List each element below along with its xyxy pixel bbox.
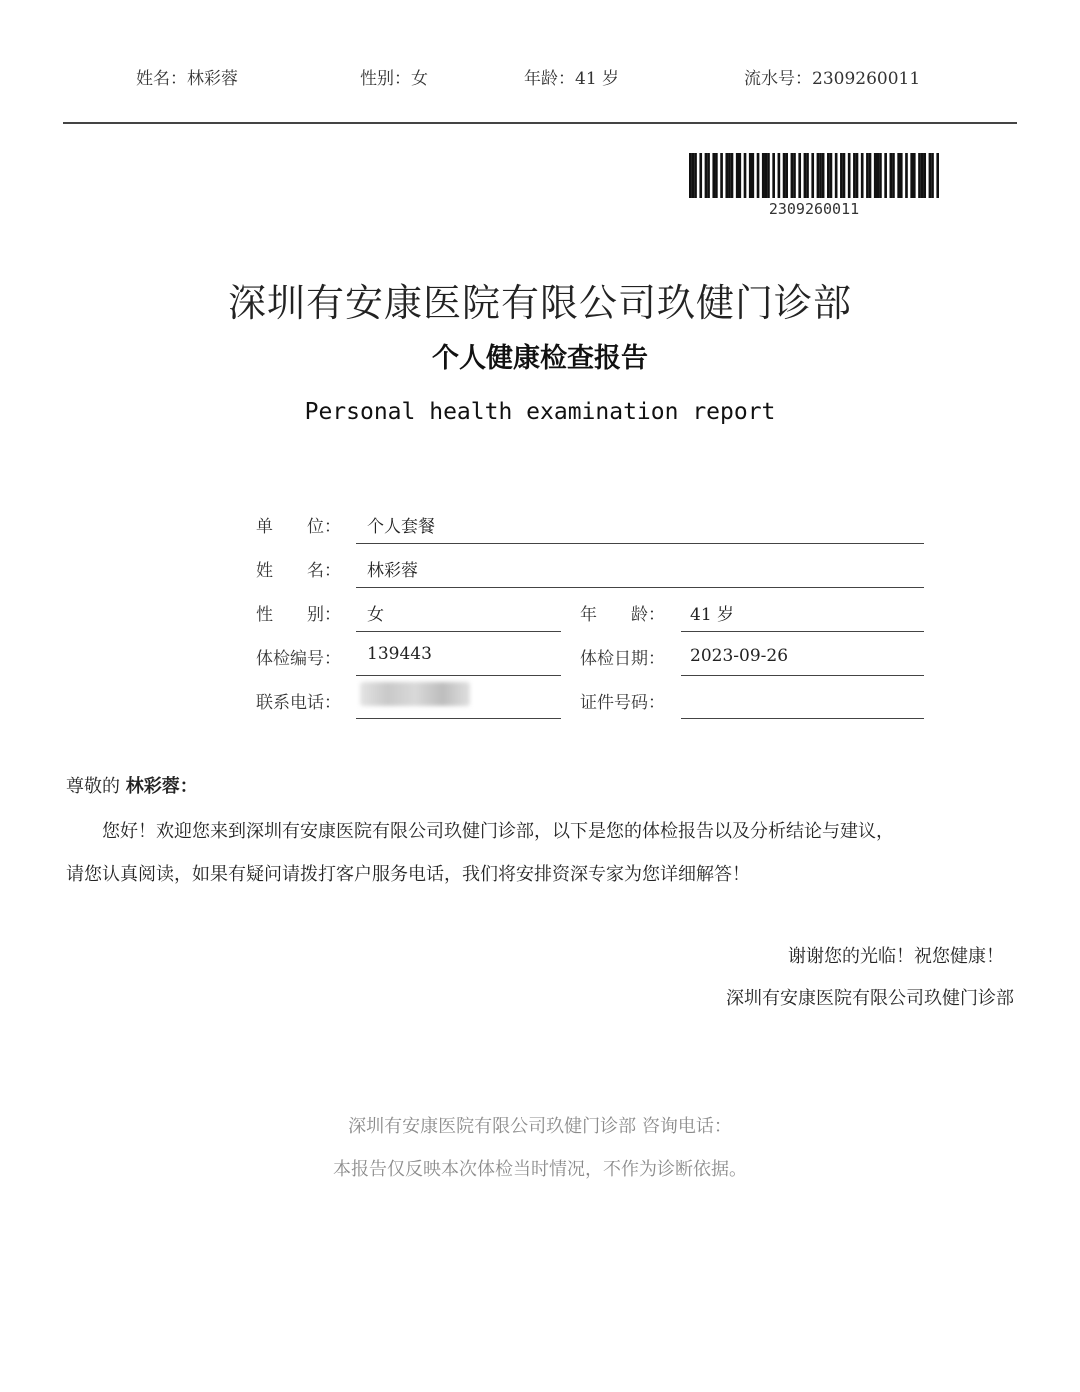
footer-disclaimer: 本报告仅反映本次体检当时情况，不作为诊断依据。 (333, 1159, 747, 1180)
header-age: 年龄：41 岁 (524, 69, 620, 89)
barcode-bar (843, 153, 846, 198)
letter-body (66, 810, 1026, 896)
barcode-bar (767, 153, 770, 198)
barcode-bar (879, 153, 882, 198)
barcode-bar (725, 153, 728, 198)
barcode-bar (712, 153, 715, 198)
institution-title: 深圳有安康医院有限公司玖健门诊部 (227, 281, 852, 325)
barcode-bar (877, 153, 880, 198)
exam-date-label: 体检日期： (580, 649, 665, 669)
gender-value: 女 (367, 605, 384, 625)
barcode-number: 2309260011 (768, 200, 860, 218)
salutation (66, 772, 198, 798)
letter-line-2: 请您认真阅读，如果有疑问请拨打客户服务电话，我们将安排资深专家为您详细解答！ (66, 864, 750, 885)
barcode-bar (720, 153, 723, 198)
id-label: 证件号码： (580, 693, 665, 713)
barcode-bar (861, 153, 864, 198)
barcode-bar (929, 153, 932, 198)
header-gender: 性别：女 (360, 69, 428, 89)
thanks-line: 谢谢您的光临！祝您健康！ (788, 946, 1004, 967)
barcode-bar (931, 153, 934, 198)
barcode-bar (765, 153, 768, 198)
barcode-bar (772, 153, 775, 198)
barcode-bar (692, 153, 695, 198)
name-label: 姓 名： (256, 561, 341, 581)
recipient-name: 林彩蓉： (125, 776, 198, 797)
exam-no-label: 体检编号： (256, 649, 341, 669)
id-underline (681, 718, 924, 719)
name-underline (356, 587, 924, 588)
barcode-bar (822, 153, 825, 198)
barcode-bar (762, 153, 765, 198)
barcode-bar (752, 153, 755, 198)
barcode-bar (699, 153, 702, 198)
barcode-bar (817, 153, 820, 198)
barcode-bar (923, 153, 926, 198)
header-name: 姓名：林彩蓉 (136, 69, 238, 89)
footer-contact: 深圳有安康医院有限公司玖健门诊部 咨询电话： (348, 1116, 732, 1137)
barcode (689, 153, 939, 198)
salutation-prefix: 尊敬的 (66, 776, 120, 797)
header-divider (63, 122, 1017, 124)
barcode-bar (892, 153, 895, 198)
barcode-bar (905, 153, 908, 198)
exam-date-value: 2023-09-26 (690, 646, 789, 666)
unit-label: 单 位： (256, 517, 341, 537)
exam-date-underline (681, 675, 924, 676)
barcode-bar (778, 153, 781, 198)
phone-label: 联系电话： (256, 693, 341, 713)
barcode-bar (921, 153, 924, 198)
barcode-bar (749, 153, 752, 198)
header-serial: 流水号：2309260011 (744, 69, 921, 89)
unit-underline (356, 543, 924, 544)
barcode-bar (900, 153, 903, 198)
barcode-bar (736, 153, 739, 198)
barcode-bar (811, 153, 814, 198)
exam-no-value: 139443 (367, 644, 432, 664)
phone-value-redacted (360, 682, 470, 706)
barcode-bar (897, 153, 900, 198)
barcode-bar (884, 153, 887, 198)
barcode-bar (830, 153, 833, 198)
barcode-bar (835, 153, 838, 198)
report-title-cn: 个人健康检查报告 (432, 343, 648, 374)
barcode-bar (705, 153, 708, 198)
barcode-bar (806, 153, 809, 198)
barcode-bar (918, 153, 921, 198)
barcode-bar (744, 153, 747, 198)
gender-label: 性 别： (256, 605, 341, 625)
signature-line: 深圳有安康医院有限公司玖健门诊部 (726, 988, 1014, 1009)
barcode-bar (791, 153, 794, 198)
barcode-bar (874, 153, 877, 198)
barcode-bar (848, 153, 851, 198)
barcode-bar (936, 153, 939, 198)
phone-underline (356, 718, 561, 719)
barcode-bar (793, 153, 796, 198)
age-label: 年 龄： (580, 605, 665, 625)
age-value: 41 岁 (690, 605, 735, 625)
barcode-bar (783, 153, 786, 198)
barcode-bar (798, 153, 801, 198)
exam-no-underline (356, 675, 561, 676)
letter-line-1: 您好！欢迎您来到深圳有安康医院有限公司玖健门诊部，以下是您的体检报告以及分析结论与建议， (102, 821, 894, 842)
barcode-bar (731, 153, 734, 198)
name-value: 林彩蓉 (367, 561, 418, 581)
barcode-bar (738, 153, 741, 198)
barcode-bar (856, 153, 859, 198)
barcode-bar (840, 153, 843, 198)
barcode-bar (866, 153, 869, 198)
age-underline (681, 631, 924, 632)
barcode-bar (715, 153, 718, 198)
barcode-bar (819, 153, 822, 198)
barcode-bar (827, 153, 830, 198)
barcode-bar (853, 153, 856, 198)
barcode-bar (728, 153, 731, 198)
barcode-bar (707, 153, 710, 198)
barcode-bar (890, 153, 893, 198)
barcode-bar (804, 153, 807, 198)
barcode-bar (757, 153, 760, 198)
barcode-bar (869, 153, 872, 198)
barcode-bar (785, 153, 788, 198)
gender-underline (356, 631, 561, 632)
barcode-bar (913, 153, 916, 198)
barcode-bar (694, 153, 697, 198)
barcode-bar (689, 153, 692, 198)
unit-value: 个人套餐 (367, 517, 435, 537)
report-title-en: Personal health examination report (304, 399, 776, 425)
barcode-bar (910, 153, 913, 198)
